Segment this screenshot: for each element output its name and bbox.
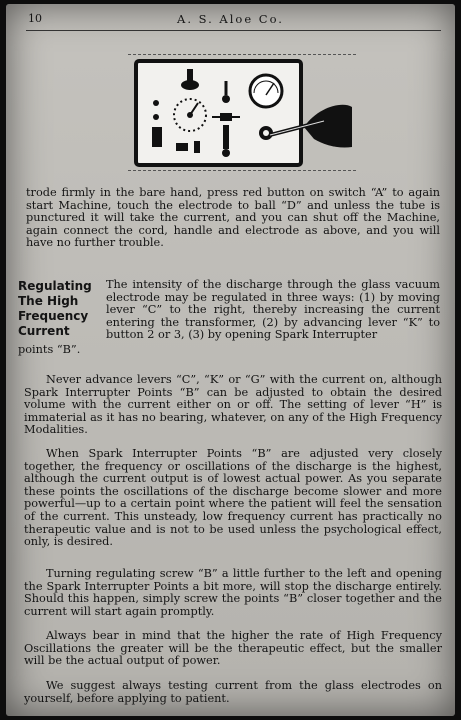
regulating-side-heading bbox=[18, 279, 106, 339]
paragraph-2-end: points “B”. bbox=[18, 343, 81, 356]
paragraph-2: The intensity of the discharge through the glass vacuum electrode may be regulated in three ways: (1) by moving lever “C” to the right, thereby increasing the current entering the transformer, (2) by advancing lever “K” to button 2 or 3, (3) by opening Spark Interrupter bbox=[106, 278, 440, 342]
side-heading-line-1: Regulating bbox=[18, 279, 92, 293]
side-heading-line-4: Current bbox=[18, 324, 70, 338]
side-heading-line-3: Frequency bbox=[18, 309, 89, 323]
machine-figure bbox=[128, 54, 356, 171]
paragraph-6: Always bear in mind that the higher the rate of High Frequency Oscillations the greater will be the therapeutic effect, but the smaller will be the actual output of power. bbox=[24, 629, 442, 668]
high-frequency-machine-icon bbox=[128, 55, 356, 170]
paragraph-3: Never advance levers “C”, “K” or “G” with the current on, although Spark Interrupter Points “B” can be adjusted to obtain the desired volume with the current either on or off. The setting of lever “H” is immaterial as it has no bearing, whatever, on any of the High Frequency Modalities. bbox=[24, 373, 442, 437]
paragraph-4: When Spark Interrupter Points “B” are adjusted very closely together, the frequency or oscillations of the discharge is the highest, although the current output is of lowest actual power. As you separate these points the oscillations of the discharge become slower and more powerful—up to a certain point where the patient will feel the sensation of the current. This unsteady, low frequency current has practically no therapeutic value and is not to be used unless the psychological effect, only, is desired. bbox=[24, 447, 442, 549]
page-number: 10 bbox=[28, 12, 42, 25]
running-title: A. S. Aloe Co. bbox=[177, 12, 284, 26]
paragraph-5: Turning regulating screw “B” a little further to the left and opening the Spark Interrupter Points a bit more, will stop the discharge entirely. Should this happen, simply screw the points “B” closer together and the current will start again promptly. bbox=[24, 567, 442, 618]
book-page bbox=[6, 4, 455, 716]
paragraph-7: We suggest always testing current from the glass electrodes on yourself, before applying to patient. bbox=[24, 679, 442, 705]
header-rule bbox=[26, 30, 441, 31]
paragraph-1: trode firmly in the bare hand, press red button on switch “A” to again start Machine, touch the electrode to ball “D” and unless the tube is punctured it will take the current, and you can shut off the Machine, again connect the cord, handle and electrode as above, and you will have no further trouble. bbox=[26, 186, 440, 250]
side-heading-line-2: The High bbox=[18, 294, 79, 308]
